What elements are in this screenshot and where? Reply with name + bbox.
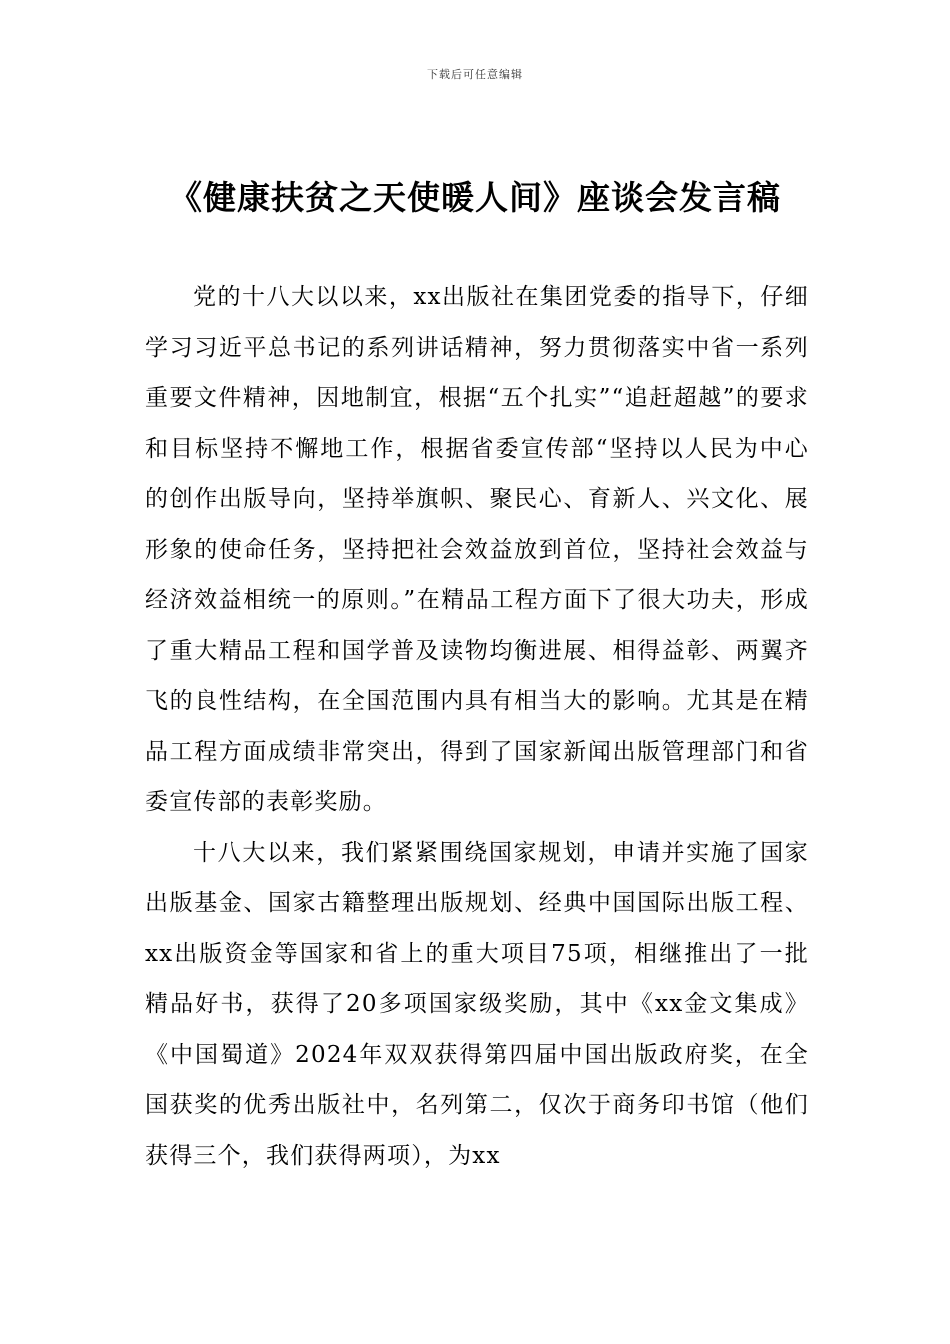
document-title: 《健康扶贫之天使暖人间》座谈会发言稿 xyxy=(169,178,781,217)
header-note: 下载后可任意编辑 xyxy=(427,68,523,81)
paragraph-1: 党的十八大以以来，xx出版社在集团党委的指导下，仔细学习习近平总书记的系列讲话精神，努力贯彻落实中省一系列重要文件精神，因地制宜，根据“五个扎实”“追赶超越”的要求和目标坚持不懈地工作，根据省委宣传部“坚持以人民为中心的创作出版导向，坚持举旗帜、聚民心、育新人、兴文化、展形象的使命任务，坚持把社会效益放到首位，坚持社会效益与经济效益相统一的原则。”在精品工程方面下了很大功夫，形成了重大精品工程和国学普及读物均衡进展、相得益彰、两翼齐飞的良性结构，在全国范围内具有相当大的影响。尤其是在精品工程方面成绩非常突出，得到了国家新闻出版管理部门和省委宣传部的表彰奖励。 xyxy=(145,284,809,815)
paragraph-2: 十八大以来，我们紧紧围绕国家规划，申请并实施了国家出版基金、国家古籍整理出版规划、经典中国国际出版工程、xx出版资金等国家和省上的重大项目75项，相继推出了一批精品好书，获得了20多项国家级奖励，其中《xx金文集成》《中国蜀道》2024年双双获得第四届中国出版政府奖，在全国获奖的优秀出版社中，名列第二，仅次于商务印书馆（他们获得三个，我们获得两项），为xx xyxy=(145,839,809,1169)
document-body xyxy=(145,272,809,1181)
